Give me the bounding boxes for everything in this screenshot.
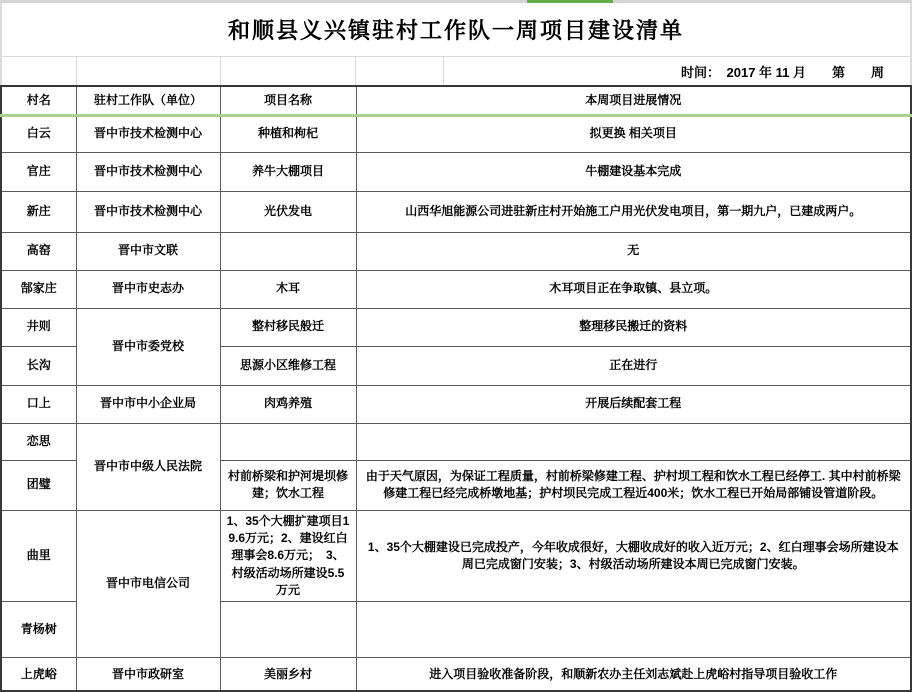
time-label: 时间： 2017 年 11 月 第 周 <box>681 64 884 80</box>
col-header-project: 项目名称 <box>220 86 356 115</box>
col-header-team: 驻村工作队（单位） <box>76 86 220 115</box>
time-row-empty-cell <box>221 57 356 85</box>
cell-village: 上虎峪 <box>1 658 76 691</box>
cell-village: 曲里 <box>1 510 76 602</box>
cell-team: 晋中市技术检测中心 <box>76 152 220 191</box>
cell-village: 郜家庄 <box>1 270 76 308</box>
cell-progress: 由于天气原因，为保证工程质量，村前桥梁修建工程、护村坝工程和饮水工程已经停工. 其中村前桥梁修建工程已经完成桥墩地基；护村坝民完成工程近400米；饮水工程已开始局部铺设管道阶段。 <box>356 460 911 510</box>
cell-project: 养牛大棚项目 <box>220 152 356 191</box>
cell-progress: 正在进行 <box>356 346 911 385</box>
table-row <box>1 510 911 602</box>
table-row <box>1 308 911 346</box>
cell-project <box>220 232 356 270</box>
cell-progress <box>356 423 911 460</box>
cell-team: 晋中市文联 <box>76 232 220 270</box>
cell-project: 整村移民般迁 <box>220 308 356 346</box>
cell-project: 木耳 <box>220 270 356 308</box>
cell-progress: 无 <box>356 232 911 270</box>
table-row <box>1 152 911 191</box>
cell-progress: 木耳项目正在争取镇、县立项。 <box>356 270 911 308</box>
cell-team: 晋中市史志办 <box>76 270 220 308</box>
top-border-strip <box>0 0 912 3</box>
time-row-empty-cell <box>77 57 221 85</box>
cell-village: 新庄 <box>1 191 76 232</box>
cell-project: 1、35个大棚扩建项目19.6万元；2、建设红白理事会8.6万元； 3、村级活动场所建设5.5万元 <box>220 510 356 602</box>
cell-progress: 整理移民搬迁的资料 <box>356 308 911 346</box>
cell-village: 恋思 <box>1 423 76 460</box>
col-header-village: 村名 <box>1 86 76 115</box>
cell-project: 肉鸡养殖 <box>220 385 356 423</box>
cell-village: 长沟 <box>1 346 76 385</box>
cell-team: 晋中市技术检测中心 <box>76 191 220 232</box>
cell-progress: 开展后续配套工程 <box>356 385 911 423</box>
cell-progress: 拟更换 相关项目 <box>356 115 911 152</box>
cell-project <box>220 602 356 658</box>
project-table <box>0 85 912 692</box>
cell-progress: 牛棚建设基本完成 <box>356 152 911 191</box>
green-accent-bar <box>527 0 613 3</box>
cell-village: 高窑 <box>1 232 76 270</box>
cell-village: 官庄 <box>1 152 76 191</box>
cell-team: 晋中市技术检测中心 <box>76 115 220 152</box>
cell-progress <box>356 602 911 658</box>
table-row <box>1 270 911 308</box>
cell-project: 光伏发电 <box>220 191 356 232</box>
cell-village: 白云 <box>1 115 76 152</box>
table-row <box>1 658 911 691</box>
cell-project: 村前桥梁和护河堤坝修建；饮水工程 <box>220 460 356 510</box>
cell-project: 思源小区维修工程 <box>220 346 356 385</box>
title-row <box>0 3 912 56</box>
time-row <box>0 56 912 85</box>
cell-progress: 进入项目验收准备阶段，和顺新农办主任刘志斌赴上虎峪村指导项目验收工作 <box>356 658 911 691</box>
time-row-empty-cell <box>2 57 77 85</box>
cell-team: 晋中市中小企业局 <box>76 385 220 423</box>
cell-project <box>220 423 356 460</box>
table-row <box>1 191 911 232</box>
cell-team-merged: 晋中市中级人民法院 <box>76 423 220 510</box>
table-row <box>1 423 911 460</box>
table-row <box>1 232 911 270</box>
cell-progress: 山西华旭能源公司进驻新庄村开始施工户用光伏发电项目，第一期九户，已建成两户。 <box>356 191 911 232</box>
table-row <box>1 115 911 152</box>
cell-team-merged: 晋中市委党校 <box>76 308 220 385</box>
cell-village: 团璧 <box>1 460 76 510</box>
page-title: 和顺县义兴镇驻村工作队一周项目建设清单 <box>227 18 684 43</box>
cell-project: 种植和枸杞 <box>220 115 356 152</box>
cell-progress: 1、35个大棚建设已完成投产，今年收成很好，大棚收成好的收入近万元；2、红白理事会场所建设本周已完成窗门安装；3、村级活动场所建设本周已完成窗门安装。 <box>356 510 911 602</box>
cell-village: 口上 <box>1 385 76 423</box>
cell-project: 美丽乡村 <box>220 658 356 691</box>
table-row <box>1 385 911 423</box>
cell-village: 井则 <box>1 308 76 346</box>
cell-team: 晋中市政研室 <box>76 658 220 691</box>
header-row <box>1 86 911 115</box>
cell-village: 青杨树 <box>1 602 76 658</box>
cell-team-merged: 晋中市电信公司 <box>76 510 220 658</box>
time-row-empty-cell <box>356 57 444 85</box>
col-header-progress: 本周项目进展情况 <box>356 86 911 115</box>
